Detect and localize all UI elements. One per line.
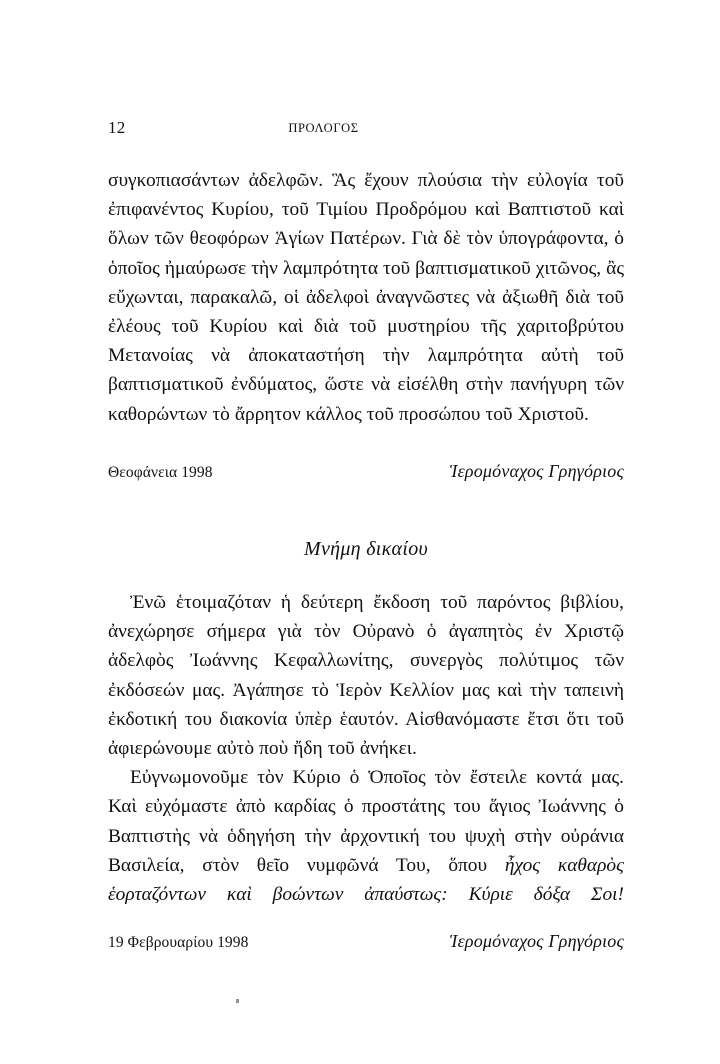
- memorial-text-block: [108, 588, 624, 938]
- prologue-text-block: [108, 166, 624, 429]
- prologue-signature: [108, 461, 624, 483]
- running-head-title: ΠΡΟΛΟΓΟΣ: [288, 121, 359, 135]
- memorial-paragraph-two-plain: Εὐγνωμονοῦμε τὸν Κύριο ὁ Ὁποῖος τὸν ἔστειλε κοντά μας. Καὶ εὐχόμαστε ἀπὸ καρδίας ὁ προστάτης του ἅγιος Ἰωάννης ὁ Βαπτιστὴς νὰ ὁδηγήση τὴν ἀρχοντική του ψυχὴ στὴν οὐράνια Βασιλεία, στὸν θεῖο νυμφῶνά Του, ὅπου: [108, 767, 624, 876]
- running-head: [108, 118, 623, 138]
- memorial-signature-date: 19 Φεβρουαρίου 1998: [108, 934, 249, 951]
- section-heading-memorial: Μνήμη δικαίου: [303, 538, 428, 560]
- prologue-signature-date: Θεοφάνεια 1998: [108, 464, 213, 481]
- prologue-signature-name: Ἱερομόναχος Γρηγόριος: [449, 461, 624, 481]
- memorial-signature-name: Ἱερομόναχος Γρηγόριος: [449, 931, 624, 951]
- memorial-paragraph-one: Ἐνῶ ἑτοιμαζόταν ἡ δεύτερη ἔκδοση τοῦ παρόντος βιβλίου, ἀνεχώρησε σήμερα γιὰ τὸν Οὐρανὸ ὁ ἀγαπητὸς ἐν Χριστῷ ἀδελφὸς Ἰωάννης Κεφαλλωνίτης, συνεργὸς πολύτιμος τῶν ἐκδόσεών μας. Ἀγάπησε τὸ Ἱερὸν Κελλίον μας καὶ τὴν ταπεινὴ ἐκδοτική του διακονία ὑπὲρ ἑαυτόν. Αἰσθανόμαστε ἔτσι ὅτι τοῦ ἀφιερώνουμε αὐτὸ ποὺ ἤδη τοῦ ἀνήκει.: [108, 592, 624, 760]
- page-number: 12: [108, 118, 126, 137]
- memorial-paragraph-two: [108, 763, 624, 938]
- prologue-paragraph: συγκοπιασάντων ἀδελφῶν. Ἃς ἔχουν πλούσια τὴν εὐλογία τοῦ ἐπιφανέντος Κυρίου, τοῦ Τιμίου Προδρόμου καὶ Βαπτιστοῦ καὶ ὅλων τῶν θεοφόρων Ἁγίων Πατέρων. Γιὰ δὲ τὸν ὑπογράφοντα, ὁ ὁποῖος ἠμαύρωσε τὴν λαμπρότητα τοῦ βαπτισματικοῦ χιτῶνος, ἂς εὔχωνται, παρακαλῶ, οἱ ἀδελφοὶ ἀναγνῶστες νὰ ἀξιωθῆ διὰ τοῦ ἐλέους τοῦ Κυρίου καὶ διὰ τοῦ μυστηρίου τῆς χαριτοβρύτου Μετανοίας νὰ ἀποκαταστήση τὴν λαμπρότητα αὐτὴ τοῦ βαπτισματικοῦ ἐνδύματος, ὥστε νὰ εἰσέλθη στὴν πανήγυρη τῶν καθορώντων τὸ ἄρρητον κάλλος τοῦ προσώπου τοῦ Χριστοῦ.: [108, 170, 624, 425]
- memorial-paragraph-two-italic: ἦχος καθαρὸς ἑορταζόντων καὶ βοώντων ἀπαύστως: Κύριε δόξα Σοι!: [108, 854, 624, 906]
- memorial-signature: [108, 931, 624, 953]
- scan-speck: [236, 999, 239, 1003]
